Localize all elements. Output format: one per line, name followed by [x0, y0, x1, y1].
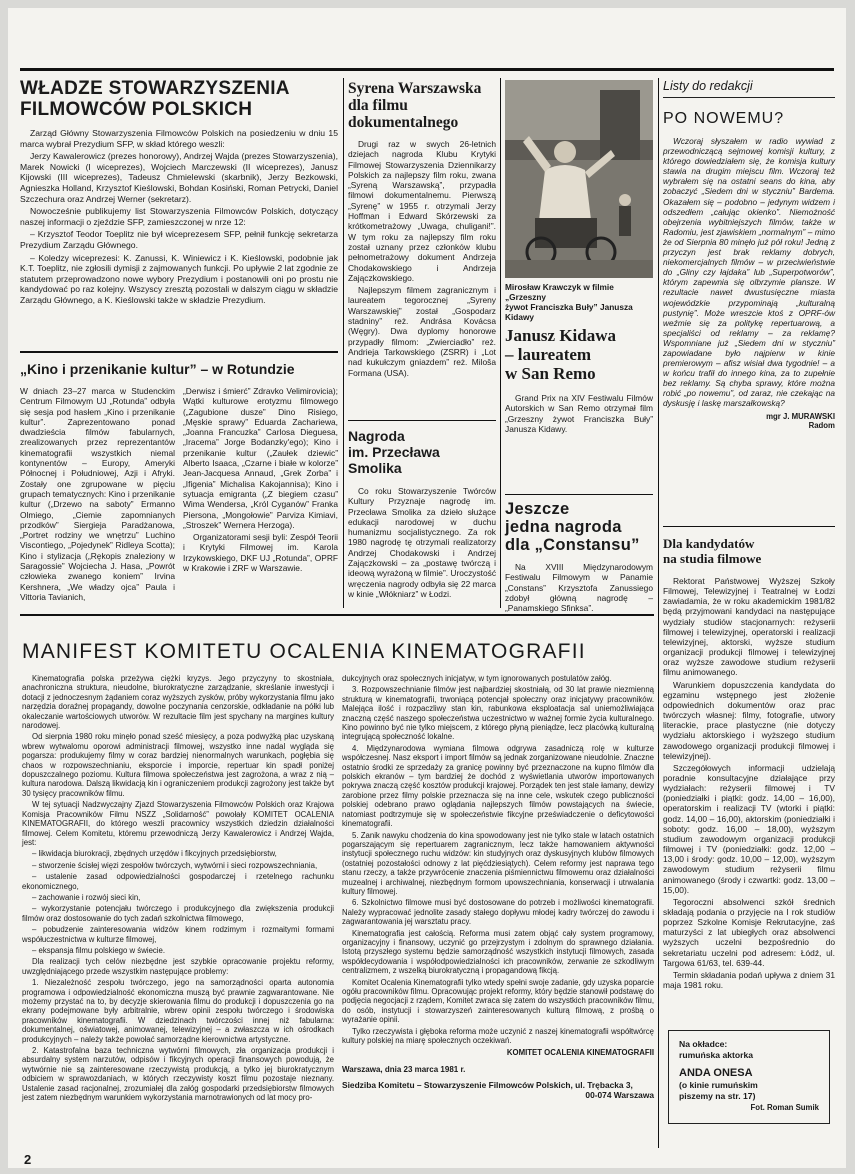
magazine-page — [8, 8, 846, 1168]
candidates-paragraph: Warunkiem dopuszczenia kandydata do egzaminu wstępnego jest złożenie odpowiednich dokumentów oraz prac twórczych własnej: filmy, fotografie, utwory literackie, prace plastyczne (nie dotyczy wydziału aktorskiego i wyższego studium zawodowego organizacji produkcji filmowej i telewizyjnej). — [663, 679, 835, 761]
constans-title-line2: jedna nagroda — [505, 518, 622, 536]
letters-city: Radom — [808, 420, 835, 430]
kidawa-article — [505, 326, 653, 446]
candidates-body — [663, 576, 835, 990]
photo-caption-line2: żywot Franciszka Buły” Janusza Kidawy — [505, 302, 633, 322]
manifest-paragraph: 2. Katastrofalna baza techniczna wytwórni filmowych, zła organizacja produkcji i absurdalny system narzutów, odpisów i fikcyjnych operacji finansowych powodują, że wytwórnie nie są zainteresowane rzeczywistą produkcją, a tylko jej biurokratycznym odbiciem w sprawozdaniach, w których rzeczywisty koszt filmu pozostaje nieznany. Ustalenie zasad racjonalnej, zrozumiałej dla załóg gospodarki przedsiębiorstw filmowych jest zatem niezbędnym warunkiem wykorzystania marnotrawionych od lat mocy pro- — [22, 1046, 334, 1103]
syrena-paragraph: Drugi raz w swych 26-letnich dziejach nagroda Klubu Krytyki Filmowej Stowarzyszenia Dziennikarzy Polskich za najlepszy film roku, zwana „Syreną Warszawską”, przypadła filmowi dokumentalnemu. Pierwszą „Syrenę” w 1955 r. otrzymali Jerzy Hoffman i Edward Skórzewski za krótkometrażowy „Uwaga, chuligani!”. W tym roku za najlepszy film roku został uznany przez członków klubu pełnometrażowy dokument Andrzeja Chodakowskiego i Andrzeja Zajączkowskiego. — [348, 139, 496, 283]
manifest-paragraph: W tej sytuacji Nadzwyczajny Zjazd Stowarzyszenia Filmowców Polskich oraz Krajowa Komisja Pracowników Filmu NSZZ „Solidarność” powołały KOMITET OCALENIA KINEMATOGRAFII, do którego weszli pracownicy wszystkich dziedzin działalności filmowej. Celem Komitetu, któremu przewodniczą Jerzy Kawalerowicz i Andrzej Wajda, jest: — [22, 800, 334, 847]
candidates-paragraph: Termin składania podań upływa z dniem 31 maja 1981 roku. — [663, 969, 835, 991]
manifest-list-item: – ustalenie zasad odpowiedzialności gospodarczej i rzetelnego rachunku ekonomicznego, — [22, 872, 334, 891]
manifest-col1 — [22, 674, 334, 1158]
manifest-list-item: – pobudzenie zainteresowania widzów kinem rodzimym i rozmaitymi formami współuczestnictwa w kulturze filmowej, — [22, 925, 334, 944]
manifest-title-block — [22, 640, 656, 670]
manifest-col2 — [342, 674, 654, 1158]
letters-title: PO NOWEMU? — [663, 110, 785, 127]
manifest-paragraph: Kinematografia jest całością. Reforma musi zatem objąć cały system programowy, organizacyjny i finansowy, uczynić go przejrzystym i zdolnym do sprawnego działania. Istotą przyszłego systemu będzie samorządność wszystkich instytucji filmowych, zasada współdecydowania i współodpowiedzialności ich pracowników, zerwanie ze szkodliwym centralizmem, z wszelką biurokratyczną i propagandową fikcją. — [342, 928, 654, 976]
kidawa-bottom-rule — [505, 494, 653, 495]
board-article — [20, 78, 338, 346]
board-paragraph: Nowocześnie publikujemy list Stowarzyszenia Filmowców Polskich, dotyczący naszej informacji o zjeździe SFP, zamieszczonej w nrze 12: — [20, 206, 338, 227]
kino-title: „Kino i przenikanie kultur” – w Rotundzie — [20, 361, 295, 377]
letters-signature: mgr J. MURAWSKI — [766, 411, 835, 421]
cover-actress-name: ANDA ONESA — [679, 1067, 753, 1079]
candidates-title-line1: Dla kandydatów — [663, 536, 755, 551]
page-number: 2 — [24, 1152, 32, 1167]
manifest-paragraph: Dla realizacji tych celów niezbędne jest szybkie opracowanie projektu reformy, uwzględniającego przede wszystkim następujące problemy: — [22, 957, 334, 976]
constans-article — [505, 500, 653, 614]
board-bottom-rule — [20, 351, 338, 353]
syrena-bottom-rule — [348, 420, 496, 421]
cover-ref-1: (o kinie rumuńskim — [679, 1080, 758, 1090]
col-separator — [658, 78, 659, 1148]
manifest-list-item: – ekspansja filmu polskiego w świecie. — [32, 945, 166, 955]
smolik-body: Co roku Stowarzyszenie Twórców Kultury Przyznaje nagrodę im. Przecława Smolika za dzieło służące edukacji narodowej w duchu humanizmu socjalistycznego. Za rok 1980 nagrodę tę otrzymali realizatorzy Andrzej Chodakowski i Andrzej Zajączkowski – za „postawę twórczą i ideową wyrażoną w filmie”. Uroczystość wręczenia nagrody odbyła się 22 marca w kinie „Włókniarz” w Łodzi. — [348, 486, 497, 599]
candidates-title-line2: na studia filmowe — [663, 551, 762, 566]
film-still-photo — [505, 80, 653, 278]
constans-title-line3: dla „Constansu” — [505, 536, 640, 554]
smolik-title-line2: im. Przecława Smolika — [348, 444, 440, 476]
kino-col2-organizers: Organizatorami sesji byli: Zespół Teorii i Krytyki Filmowej im. Karola Irzykowskiego, DKF UJ „Rotunda”, OPRF w Krakowie i ZRF w Warszawie. — [183, 532, 338, 574]
manifest-address-line2: 00-074 Warszawa — [585, 1090, 654, 1101]
top-rule — [20, 68, 834, 71]
kidawa-body: Grand Prix na XIV Festiwalu Filmów Autorskich w San Remo otrzymał film „Grzeszny żywot Franciszka Buły” Janusza Kidawy. — [505, 393, 653, 434]
kino-col2: „Derwisz i śmierć” Zdravko Velimirovicia); Wątki kulturowe erotyzmu filmowego („Zagubione dusze” Dino Risiego, „Męskie sprawy” Eduarda Zachariewa, „Joanna Francuzka” Carlosa Dieguesa, „Iracema” Jorge Bodanzky'ego); Kino i przenikanie kultur („Zaułek dziewic” Alberto Isaaca, „Czarne i białe w kolorze” Jean-Jacquesa Annaud, „Grek Zorba” i „Ifigenia” Michalisa Kakojannisa); Kino i sytuacja emigranta („Z biegiem czasu” Wima Wendersa, „Król Cyganów” Franka Piersona, „Mongołowie” Parviza Kimiavi, „Stroszek” Wernera Herzoga). — [183, 386, 338, 530]
constans-title-line1: Jeszcze — [505, 500, 570, 518]
board-paragraph: – Koledzy wiceprezesi: K. Zanussi, K. Winiewicz i K. Kieślowski, podobnie jak K.T. Toeplitz, nie zgłosili dymisji z zajmowanych funkcji. Po upływie 2 lat zgodnie ze statutem przeprowadzono nowe wybory Prezydium i postanowili oni po prostu nie kandydować po raz kolejny. Wszyscy zresztą pozostali w dalszym ciągu w składzie Zarządu Głównego, a K. Kieślowski także w składzie Prezydium. — [20, 252, 338, 305]
manifest-paragraph: 3. Rozpowszechnianie filmów jest najbardziej skostniałą, od 30 lat prawie niezmienną strukturą w kinematografii, trwoniącą potencjał społeczny oraz inicjatywy pracowników. Malejąca ilość i rozpaczliwy stan kin, rabunkowa eksploatacja sal uniemożliwiająca znaczną część naszego społeczeństwa uczestnictwo w ważnej formie życia kulturalnego. Kino powinno być nie tylko miejscem, z którego płyną pieniądze, lecz placówką kulturalną integrującą społeczność lokalne. — [342, 685, 654, 742]
col-separator — [343, 78, 344, 608]
manifest-paragraph: 5. Zanik nawyku chodzenia do kina spowodowany jest nie tylko stale w latach ostatnich pogarszającym się repertuarem zagranicznym, lecz także hamowaniem aktywności instytucji społecznego ruchu widzów: kin studyjnych oraz dyskusyjnych klubów filmowych (ostatniej pozostałości odnowy z lat pięćdziesiątych). Celem reformy jest naprawa tego stanu rzeczy, a także przywrócenie znaczenia piśmiennictwu filmowemu oraz działalności muzealnej i archiwalnej, niezbędnym formom upowszechniania, konserwacji i utrwalania kultury filmowej. — [342, 830, 654, 896]
kidawa-title-line1: Janusz Kidawa — [505, 326, 616, 345]
syrena-article — [348, 80, 496, 420]
manifest-list-item: – zachowanie i rozwój sieci kin, — [32, 892, 141, 902]
kidawa-title-line3: w San Remo — [505, 364, 596, 383]
manifest-paragraph: Komitet Ocalenia Kinematografii tylko wtedy spełni swoje zadanie, gdy uzyska poparcie ogółu pracowników filmu. Opracowując projekt reformy, który będzie stanowił podstawę do podjęcia negocjacji z rządem, Komitet zwraca się zatem do wszystkich pracowników filmu, do osób, instytucji i stowarzyszeń zainteresowanych kulturą filmową, z prośbą o wyrażanie opinii. — [342, 977, 654, 1025]
manifest-paragraph: Od sierpnia 1980 roku minęło ponad sześć miesięcy, a poza podwyżką płac uzyskaną wbrew wytwalomu oporowi administracji filmowej, wszystko inne nadal wygląda się pogarsza: produkujemy filmy w coraz bardziej nienormalnych warunkach, pogłębia się chaos w rozpowszechnianiu, eksporcie i imporcie, repertuar kin spadł poniżej dopuszczalnego poziomu. Kultura filmowa społeczeństwa jest zagrożona, a wraz z nią – kultura narodowa. Dalszą likwidacją kin i ograniczeniem produkcji zagrożony jest także byt 30 tysięcy pracowników filmu. — [22, 732, 334, 798]
manifest-paragraph: 6. Szkolnictwo filmowe musi być dostosowane do potrzeb i możliwości kinematografii. Należy wypracować jednolite zasady stałego dopływu młodej kadry twórczej do zawodu i zagwarantowania jej warsztatu pracy. — [342, 898, 654, 927]
manifest-list-item: – likwidacja biurokracji, zbędnych urzędów i fikcyjnych przedsiębiorstw, — [32, 849, 277, 859]
film-still-illustration — [505, 80, 653, 278]
candidates-paragraph: Szczegółowych informacji udzielają poradnie konsultacyjne działające przy wydziałach: reżyserii filmowej i TV (poniedziałki i piątki: godz. 14,00 – 16,00), operatorskim i realizacji TV (wtorki i piątki: godz. 14,00 – 16,00), aktorskim (poniedziałki i soboty: godz. 16,00 – 18,00), wyższym studium zawodowym organizacji produkcji filmowej i TV (poniedziałki: godz. 12,00 – 13,00 i środy: godz. 10,00 – 12,00), wyższym zawodowym studium reżyserii filmu animowanego (środy i czwartki: godz. 13,00 – 15,00). — [663, 762, 835, 895]
cover-info-box — [668, 1030, 830, 1124]
candidates-paragraph: Tegoroczni absolwenci szkół średnich składają podania o przyjęcie na I rok studiów poprzez Szkolne Komisje Rekrutacyjne, zaś maturzyści z lat ubiegłych oraz absolwenci wyższych uczelni bezpośrednio do sekretariatu uczelni pod adresem: Łódź, ul. Targowa 61/63, tel. 639-44. — [663, 896, 835, 968]
kino-col1: W dniach 23–27 marca w Studenckim Centrum Filmowym UJ „Rotunda” odbyła się sesja pod hasłem „Kino i przenikanie kultur”. Zaprezentowano ponad dwadzieścia filmów fabularnych, zrealizowanych przez reprezentantów kinematografii wszystkich niemal kontynentów – Europy, Ameryki Północnej i Południowej, Azji i Afryki. Zostały one zgrupowane w pięciu grupach tematycznych: Kino i przenikanie kultur („Drzewo na saboty” Ermanno Olmiego, „Ciemie zapomnianych przodków” Siergieja Paradżanowa, „Portret rodziny we wnętrzu” Luchino Viscontiego, „Pojedynek” Ridleya Scotta); Kino i stylizacja („Rękopis znaleziony w Saragossie” Wojciecha J. Hasa, „Powrót człowieka zwanego koniem” Irvina Kershnera, „We władzy ojca” Paula i Vittoria Tavianich, — [20, 386, 175, 602]
manifest-paragraph: dukcyjnych oraz społecznych inicjatyw, w tym ignorowanych postulatów załóg. — [342, 674, 612, 683]
board-title-line1: WŁADZE STOWARZYSZENIA — [20, 78, 290, 99]
cover-label-2: rumuńska aktorka — [679, 1050, 754, 1060]
cover-ref-2: piszemy na str. 17) — [679, 1091, 756, 1101]
board-paragraph: – Krzysztof Teodor Toeplitz nie był wiceprezesem SFP, pełnił funkcję sekretarza Prezydium Zarządu Głównego. — [20, 229, 338, 250]
board-title-line2: FILMOWCÓW POLSKICH — [20, 99, 253, 120]
letters-section-label: Listy do redakcji — [663, 78, 835, 98]
syrena-title: Syrena Warszawska dla filmu dokumentalnego — [348, 80, 482, 131]
syrena-body — [348, 139, 496, 378]
candidates-article — [663, 536, 835, 1016]
smolik-article — [348, 428, 496, 610]
photo-caption — [505, 282, 655, 322]
manifest-list-item: – stworzenie ścisłej więzi zespołów twórczych, wytwórni i sieci rozpowszechniania, — [32, 860, 318, 870]
manifest-top-rule — [20, 614, 654, 616]
manifest-address-line1: Siedziba Komitetu – Stowarzyszenie Filmowców Polskich, ul. Trębacka 3, — [342, 1080, 633, 1091]
kino-article — [20, 360, 338, 606]
cover-photo-credit: Fot. Roman Sumik — [750, 1103, 819, 1112]
cover-label: Na okładce: — [679, 1039, 728, 1049]
manifest-paragraph: Kinematografia polska przeżywa ciężki kryzys. Jego przyczyny to skostniała, anachroniczna struktura, nieudolne, biurokratyczne zarządzanie, skreślanie inwestycji i dotacji z jednoczesnym żądaniem coraz wyższych zysków, próby wykorzystania filmu jako narzędzia doraźnej propagandy, dowolne poczynania cenzorskie, odkładanie na półki lub okaleczanie wartościowych utworów. W rezultacie film jest spychany na margines kultury narodowej. — [22, 674, 334, 731]
board-paragraph: Jerzy Kawalerowicz (prezes honorowy), Andrzej Wajda (prezes Stowarzyszenia), Marek Nowicki (I wiceprezes), Wojciech Marczewski (II wiceprezes), Janusz Kijowski (III wiceprezes), Tadeusz Chmielewski (skarbnik), Jerzy Bezkowski, Agnieszka Holland, Krzysztof Kieślowski, Bohdan Kosiński, Roman Petrycki, Daniel Szczechura oraz Andrzej Werner (sekretarz). — [20, 151, 338, 204]
manifest-list-item: – wykorzystanie potencjału twórczego i produkcyjnego dla zwiększenia produkcji filmów oraz dostosowanie do tych zadań szkolnictwa filmowego, — [22, 904, 334, 923]
candidates-paragraph: Rektorat Państwowej Wyższej Szkoły Filmowej, Telewizyjnej i Teatralnej w Łodzi zawiadamia, że w roku akademickim 1981/82 będą przyjmowani kandydaci na następujące wydziały studiów stacjonarnych: reżyserii filmowej i telewizyjnej, operatorski i realizacji telewizyjnej, aktorski, wyższe studium organizacji produkcji filmowej i telewizyjnej oraz wyższe zawodowe studium reżyserii filmu animowanego. — [663, 576, 835, 678]
manifest-paragraph: 4. Międzynarodowa wymiana filmowa odgrywa zasadniczą rolę w kulturze współczesnej. Nasz eksport i import filmów są jednak zorganizowane nieudolnie. Znaczne ostatnio środki ze sprzedaży za granicę powinny być przeznaczone na kupno filmów dla polskich ekranów – tym bardziej że dochód z wyświetlania utworów importowanych pokrywa znaczą część kosztów produkcji krajowej. Porządek ten jest stale łamany, dewizy zarobione przez filmy polskie przeznacza się na inne cele, wskutek czego publiczności polskiej odebrano prawo oglądania najlepszych filmów powstających na świecie, natomiast podtrzymuje się w społeczeństwie fikcyjne przeświadczenie o deficytowości kinematografii. — [342, 743, 654, 829]
photo-caption-line1: Mirosław Krawczyk w filmie „Grzeszny — [505, 282, 614, 302]
manifest-date: Warszawa, dnia 23 marca 1981 r. — [342, 1065, 466, 1075]
manifest-paragraph: Tylko rzeczywista i głęboka reforma może uczynić z naszej kinematografii współtwórcę kultury polskiej na miarę społecznych oczekiwań. — [342, 1026, 654, 1046]
manifest-signature: KOMITET OCALENIA KINEMATOGRAFII — [506, 1048, 654, 1058]
letters-bottom-rule — [663, 526, 835, 527]
col-separator — [500, 78, 501, 608]
manifest-title: MANIFEST KOMITETU OCALENIA KINEMATOGRAFII — [22, 640, 586, 663]
kidawa-title-line2: – laureatem — [505, 345, 592, 364]
board-body — [20, 128, 338, 306]
manifest-paragraph: 1. Niezależność zespołu twórczego, jego na samorządności oparta autonomia programowa i odpowiedzialność ekonomiczna muszą być prawnie zagwarantowane. Nie możemy przystać na to, by decyzje skierowania filmu do produkcji i dopuszczenia go na ekrany podejmowane były arbitralnie, wbrew opinii zespołu twórczego i środowiska pracowników kinematografii. W dziedzinach twórczości innej niż fabularna: dokumentalnej, oświatowej, animowanej, telewizyjnej – a zwłaszcza w ich ośrodkach produkcyjnych – należy także powołać samorządne kierownictwa artystyczne. — [22, 978, 334, 1044]
letters-body: Wczoraj słyszałem w radio wywiad z przewodniczącą sejmowej komisji kultury, z którego dowiedziałem się, że komisja kultury stawia na drugim miejscu film. Wczoraj też wybrałem się na ostatni seans do kina, aby zobaczyć „Siedem dni w styczniu” Bardema. Okazałem się – podobno – jedynym widzem i odszedłem „całując okienko”. Niemożność obejrzenia wybitniejszych filmów, także w Radomiu, jest zjawiskiem „normalnym” – mimo że od Sierpnia 80 minęło już pół roku! Jedną z przyczyn jest brak reklamy dobrych, niekomercjalnych filmów – w przeciwieństwie do „Gliny czy łajdaka” lub „Superpotworów”, którym zapewnia się olbrzymie plansze. W rezultacie nawet dwustusięczne miasta wojewódzkie przypominają „kulturalną pustynię”. Może wreszcie ktoś z OPRF-ów weźmie się za politykę repertuarową, a specjaliści od reklamy – za reklamę? Wspomniane już „Siedem dni w styczniu” zapowiadane było najpierw w kinie premierowym – afisz wisiał dwa tygodnie! – a w końcu trafił do innego kina, za to zupełnie bez reklamy. Są chyba sprawy, które można robić „po nowemu”, od zaraz, nie czekając na dyskusję i laskę marszałkowską? — [663, 136, 835, 409]
constans-body: Na XVIII Międzynarodowym Festiwalu Filmowym w Panamie „Constans” Krzysztofa Zanussiego zdobył główną nagrodę – „Panamskiego Sfinksa”. — [505, 562, 653, 614]
letters-section — [663, 78, 835, 518]
syrena-paragraph: Najlepszym filmem zagranicznym i laureatem tegorocznej „Syreny Warszawskiej” został „Gospodarz stadniny” reż. Andrása Kovácsa (Węgry). Dwa dyplomy honorowe przypadły filmom: „Zwierciadło” reż. Andrieja Tarkowskiego (ZSRR) i „Lot nad kukułczym gniazdem” reż. Miloša Formana (USA). — [348, 285, 496, 378]
board-paragraph: Zarząd Główny Stowarzyszenia Filmowców Polskich na posiedzeniu w dniu 15 marca wybrał Prezydium SFP, w skład którego weszli: — [20, 128, 338, 149]
smolik-title-line1: Nagroda — [348, 428, 405, 444]
